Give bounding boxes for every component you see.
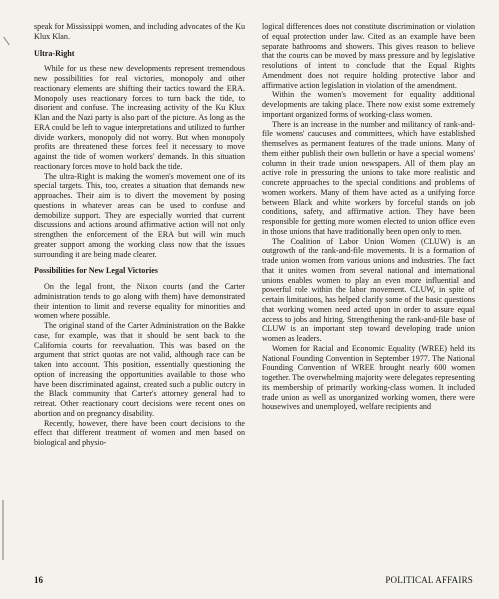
paragraph: There is an increase in the number and militancy of rank-and-file womens' caucuses and committees, which have established themselves as permanent features of the trade unions. Many of them either publish their own bulletin or have a special womens' column in their trade union newspapers. All of them play an active role in pressuring the unions to take more realistic and concrete approaches to the special conditions and problems of women workers. Many of them have acted as a unifying force between Black and white workers by forceful stands on job conditions, safety, and affirmative action. They have been responsible for getting more women elected to union office even in those unions that have traditionally been open only to men. <box>262 119 475 236</box>
paragraph: The ultra-Right is making the women's movement one of its special targets. This, too, creates a situation that demands new approaches. Their aim is to divert the movement by posing questions in whatever areas can be used to confuse and demobilize support. They are especially worried that current discussions and actions around affirmative action will not only strengthen the enforcement of the ERA but will win much greater support among the working class now that the issues surrounding it are being made clearer. <box>34 171 245 259</box>
section-heading-legal-victories: Possibilities for New Legal Victories <box>34 266 158 276</box>
right-column <box>262 22 475 412</box>
left-column <box>34 22 245 448</box>
scan-edge-shadow <box>2 500 4 560</box>
paragraph: Women for Racial and Economic Equality (WREE) held its National Founding Convention in September 1977. The National Founding Convention of WREE brought nearly 600 women together. The overwhelming majority were delegates representing its membership of primarily working-class women. It included trade union as well as unorganized working women, there were housewives and unemployed, welfare recipients and <box>262 343 475 412</box>
running-head: POLITICAL AFFAIRS <box>385 575 473 585</box>
page-number: 16 <box>34 575 43 585</box>
paragraph: speak for Mississippi women, and including advocates of the Ku Klux Klan. <box>34 22 245 41</box>
paragraph: While for us these new developments represent tremendous new possibilities for real victories, monopoly and other reactionary elements are shifting their tactics toward the ERA. Monopoly uses reactionary forces to turn back the tide, to disorient and confuse. The increasing activity of the Ku Klux Klan and the Nazi party is also part of the picture. As long as the ERA could be left to vague interpretations and utilized to further divide workers, monopoly did not worry. But when monopoly profits are threatened these forces feel it necessary to move against the tide of women workers' demands. In this situation reactionary forces move to hold back the tide. <box>34 64 245 171</box>
paragraph: logical differences does not constitute discrimination or violation of equal protection under law. Cited as an example have been separate bathrooms and showers. This gives reason to believe that the courts can be moved by mass pressure and by legislative resolutions of intent to conclude that the Equal Rights Amendment does not require holding protective labor and affirmative action legislation in violation of the amendment. <box>262 22 475 90</box>
paragraph: The original stand of the Carter Administration on the Bakke case, for example, was that it should be sent back to the California courts for reevaluation. This was based on the argument that strict quotas are not valid, although race can be taken into account. This position, essentially questioning the option of increasing the opportunities available to those who have been discriminated against, created such a public outcry in the Black community that Carter's attorney general had to retreat. Other reactionary court decisions were recent ones on abortion and on pregnancy disability. <box>34 321 245 418</box>
paragraph: Recently, however, there have been court decisions to the effect that different treatment of women and men based on biological and physio- <box>34 418 245 447</box>
section-heading-ultra-right: Ultra-Right <box>34 48 75 58</box>
paragraph: The Coalition of Labor Union Women (CLUW) is an outgrowth of the rank-and-file movements. It is a formation of trade union women from various unions and industries. The fact that it unites women from several national and international unions enables women to play an even more influential and powerful role within the labor movement. CLUW, in spite of certain limitations, has helped clarify some of the basic questions that working women need acted upon in order to assure equal access to jobs and hiring. Strengthening the rank-and-file base of CLUW is an important step toward developing trade union women as leaders. <box>262 236 475 343</box>
paragraph: Within the women's movement for equality additional developments are taking place. There now exist some extremely important organized forms of working-class women. <box>262 90 475 119</box>
scan-edge-mark <box>3 37 10 46</box>
paragraph: On the legal front, the Nixon courts (and the Carter administration tends to go along with them) have demonstrated their intention to limit and reverse equality for minorities and women where possible. <box>34 282 245 321</box>
